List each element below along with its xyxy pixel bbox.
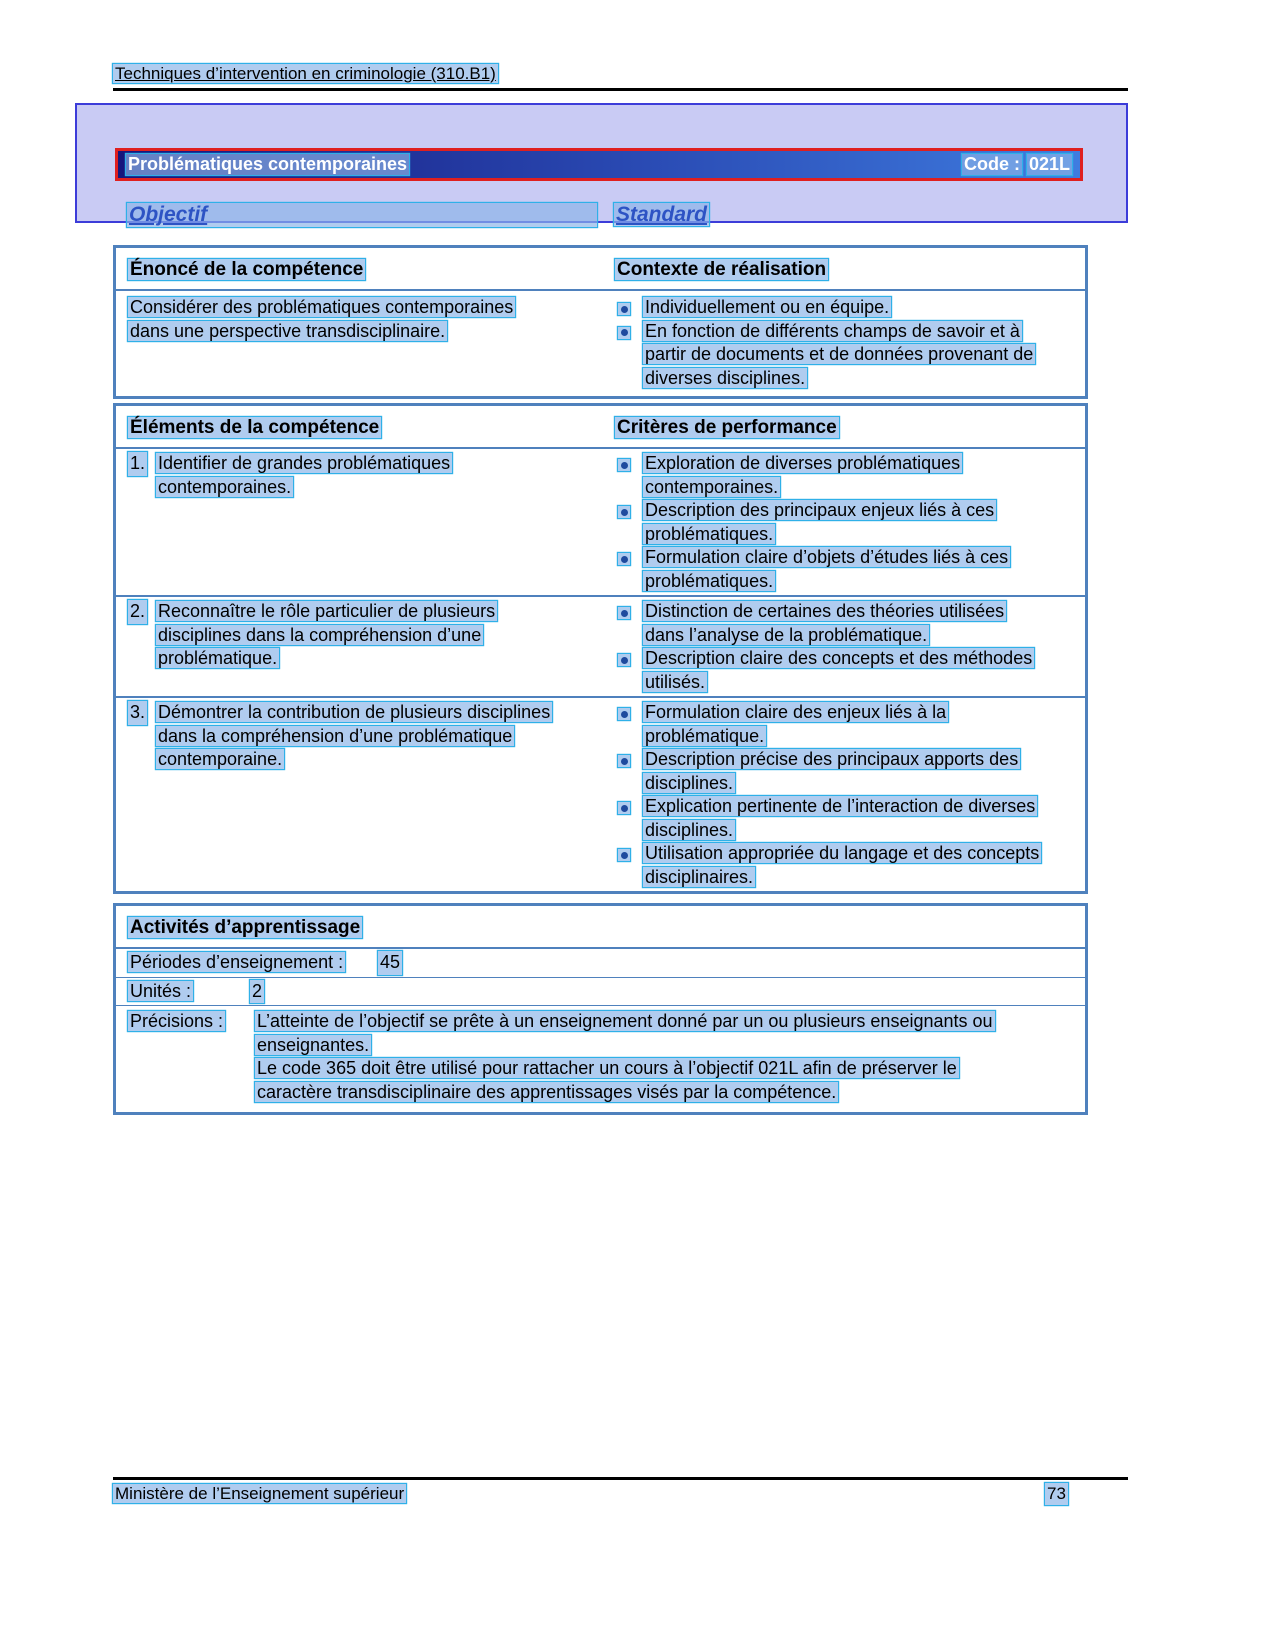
- objectif-label: Objectif: [127, 203, 597, 227]
- criteria-cell: [606, 449, 1085, 595]
- bullet-icon: [618, 506, 630, 518]
- bullet-icon: [618, 327, 630, 339]
- enonce-header-cell: [116, 248, 606, 289]
- text-line: [643, 795, 1085, 819]
- elements-table: [113, 403, 1088, 894]
- element-cell: [116, 698, 606, 891]
- enonce-header: Énoncé de la compétence: [130, 259, 364, 280]
- bullet-item: [615, 499, 1085, 546]
- highlighted-text: enseignantes.: [257, 1034, 370, 1055]
- text-line: [643, 296, 1085, 320]
- bullet-icon: [618, 708, 630, 720]
- highlighted-text: problématique.: [158, 648, 278, 668]
- precisions-row: [116, 1005, 1085, 1112]
- highlighted-text: Description claire des concepts et des méthodes: [645, 648, 1033, 668]
- highlighted-text: caractère transdisciplinaire des apprentissages visés par la compétence.: [257, 1081, 837, 1102]
- text-line: [643, 772, 1085, 796]
- text-line: [156, 725, 606, 749]
- text-line: [643, 866, 1085, 890]
- bullet-item: [615, 647, 1085, 694]
- page-footer: [113, 1483, 1128, 1507]
- activities-header: Activités d’apprentissage: [130, 917, 361, 938]
- text-line: [643, 570, 1085, 594]
- highlighted-text: diverses disciplines.: [645, 367, 806, 388]
- criteres-header-cell: [606, 406, 1085, 447]
- units-value: 2: [250, 980, 264, 1004]
- highlighted-text: contemporaines.: [158, 476, 292, 497]
- bullet-icon: [618, 755, 630, 767]
- text-line: [255, 1081, 1073, 1105]
- text-line: [643, 819, 1085, 843]
- text-line: [156, 452, 606, 476]
- bullet-item: [615, 546, 1085, 593]
- text-line: [643, 546, 1085, 570]
- highlighted-text: problématiques.: [645, 570, 774, 591]
- text-line: [156, 701, 606, 725]
- highlighted-text: Description des principaux enjeux liés à ces: [645, 500, 995, 520]
- bullet-item: [615, 600, 1085, 647]
- contexte-header-cell: [606, 248, 1085, 289]
- competence-statement: [116, 291, 606, 396]
- precisions-label: Précisions :: [130, 1011, 224, 1031]
- realisation-context: [606, 291, 1085, 396]
- element-text: [156, 452, 606, 499]
- text-line: [643, 367, 1085, 391]
- header-rule: [113, 88, 1128, 91]
- bullet-item: [615, 795, 1085, 842]
- bullet-item: [615, 701, 1085, 748]
- highlighted-text: dans l’analyse de la problématique.: [645, 624, 928, 645]
- units-row: [116, 977, 1085, 1006]
- highlighted-text: Identifier de grandes problématiques: [158, 453, 451, 473]
- footer-rule: [113, 1477, 1128, 1480]
- highlighted-text: disciplines dans la compréhension d’une: [158, 624, 482, 645]
- element-cell: [116, 449, 606, 595]
- units-label: Unités :: [130, 980, 192, 1001]
- activities-table: [113, 903, 1088, 1115]
- text-line: [643, 600, 1085, 624]
- highlighted-text: problématiques.: [645, 523, 774, 544]
- objective-code: [962, 154, 1072, 175]
- highlighted-text: disciplines.: [645, 819, 734, 840]
- bullet-item: [615, 748, 1085, 795]
- text-line: [643, 671, 1085, 695]
- highlighted-text: Le code 365 doit être utilisé pour rattacher un cours à l’objectif 021L afin de préserver le: [257, 1058, 957, 1078]
- elements-header: Éléments de la compétence: [130, 417, 380, 438]
- bullet-item: [615, 842, 1085, 889]
- bullet-icon: [618, 303, 630, 315]
- page-number: 73: [1047, 1484, 1066, 1503]
- criteria-cell: [606, 698, 1085, 891]
- bullet-item: [615, 320, 1085, 391]
- text-line: [255, 1034, 1073, 1058]
- page-header: [113, 63, 498, 85]
- elements-header-cell: [116, 406, 606, 447]
- text-line: [643, 624, 1085, 648]
- code-label: Code :: [963, 154, 1020, 174]
- element-row-2: [116, 595, 1085, 696]
- text-line: [128, 320, 606, 344]
- text-line: [156, 647, 606, 671]
- highlighted-text: utilisés.: [645, 671, 706, 692]
- bullet-item: [615, 452, 1085, 499]
- highlighted-text: dans une perspective transdisciplinaire.: [130, 320, 446, 341]
- text-line: [643, 320, 1085, 344]
- text-line: [643, 701, 1085, 725]
- periods-value: 45: [378, 951, 402, 975]
- element-number: 2.: [128, 600, 147, 624]
- highlighted-text: En fonction de différents champs de savoir et à: [645, 320, 1020, 341]
- bullet-icon: [618, 553, 630, 565]
- bullet-icon: [618, 802, 630, 814]
- bullet-icon: [618, 849, 630, 861]
- highlighted-text: Explication pertinente de l’interaction de diverses: [645, 796, 1036, 816]
- footer-ministry: Ministère de l’Enseignement supérieur: [115, 1484, 405, 1503]
- element-cell: [116, 597, 606, 696]
- highlighted-text: contemporaine.: [158, 749, 283, 769]
- highlighted-text: Formulation claire des enjeux liés à la: [645, 702, 947, 722]
- highlighted-text: problématique.: [645, 725, 765, 746]
- element-text: [156, 701, 606, 772]
- bullet-icon: [618, 459, 630, 471]
- highlighted-text: Individuellement ou en équipe.: [645, 297, 890, 317]
- text-line: [643, 748, 1085, 772]
- text-line: [643, 647, 1085, 671]
- objective-title: Problématiques contemporaines: [128, 154, 408, 174]
- text-line: [643, 476, 1085, 500]
- highlighted-text: disciplinaires.: [645, 866, 754, 887]
- highlighted-text: L’atteinte de l’objectif se prête à un enseignement donné par un ou plusieurs enseignants ou: [257, 1011, 993, 1031]
- activities-header-cell: [116, 906, 1085, 949]
- text-line: [643, 842, 1085, 866]
- text-line: [643, 452, 1085, 476]
- bullet-item: [615, 296, 1085, 320]
- highlighted-text: Démontrer la contribution de plusieurs disciplines: [158, 702, 551, 722]
- criteria-cell: [606, 597, 1085, 696]
- text-line: [643, 725, 1085, 749]
- objective-title-bar: [115, 148, 1083, 181]
- objectif-heading: [127, 203, 597, 227]
- text-line: [156, 624, 606, 648]
- text-line: [255, 1057, 1073, 1081]
- highlighted-text: dans la compréhension d’une problématique: [158, 725, 513, 746]
- highlighted-text: Exploration de diverses problématiques: [645, 453, 961, 473]
- criteres-header: Critères de performance: [617, 417, 837, 438]
- standard-label: Standard: [616, 203, 708, 226]
- highlighted-text: Description précise des principaux apports des: [645, 749, 1019, 769]
- highlighted-text: disciplines.: [645, 772, 734, 793]
- text-line: [128, 296, 606, 320]
- precisions-text: [255, 1010, 1073, 1104]
- text-line: [643, 343, 1085, 367]
- bullet-icon: [618, 607, 630, 619]
- bullet-icon: [618, 654, 630, 666]
- element-row-1: [116, 449, 1085, 595]
- element-row-3: [116, 696, 1085, 891]
- text-line: [643, 523, 1085, 547]
- objective-banner: [75, 103, 1128, 226]
- highlighted-text: Considérer des problématiques contemporaines: [130, 297, 514, 317]
- text-line: [156, 476, 606, 500]
- periods-row: [116, 949, 1085, 977]
- element-number: 1.: [128, 452, 147, 476]
- periods-label: Périodes d’enseignement :: [130, 952, 344, 972]
- highlighted-text: Utilisation appropriée du langage et des concepts: [645, 843, 1040, 863]
- text-line: [643, 499, 1085, 523]
- competence-table-header: [116, 248, 1085, 291]
- highlighted-text: Distinction de certaines des théories utilisées: [645, 601, 1005, 621]
- precisions-label-cell: [128, 1010, 255, 1104]
- highlighted-text: Reconnaître le rôle particulier de plusieurs: [158, 601, 496, 621]
- standard-heading: [614, 203, 709, 227]
- header-title: Techniques d’intervention en criminologie (310.B1): [115, 64, 496, 83]
- highlighted-text: contemporaines.: [645, 476, 779, 497]
- elements-table-header: [116, 406, 1085, 449]
- competence-table-body: [116, 291, 1085, 396]
- highlighted-text: partir de documents et de données provenant de: [645, 344, 1034, 364]
- contexte-header: Contexte de réalisation: [617, 259, 827, 280]
- code-value: 021L: [1028, 154, 1070, 174]
- element-text: [156, 600, 606, 671]
- text-line: [255, 1010, 1073, 1034]
- element-number: 3.: [128, 701, 147, 725]
- highlighted-text: Formulation claire d’objets d’études liés à ces: [645, 547, 1009, 567]
- text-line: [156, 748, 606, 772]
- text-line: [156, 600, 606, 624]
- competence-table: [113, 245, 1088, 399]
